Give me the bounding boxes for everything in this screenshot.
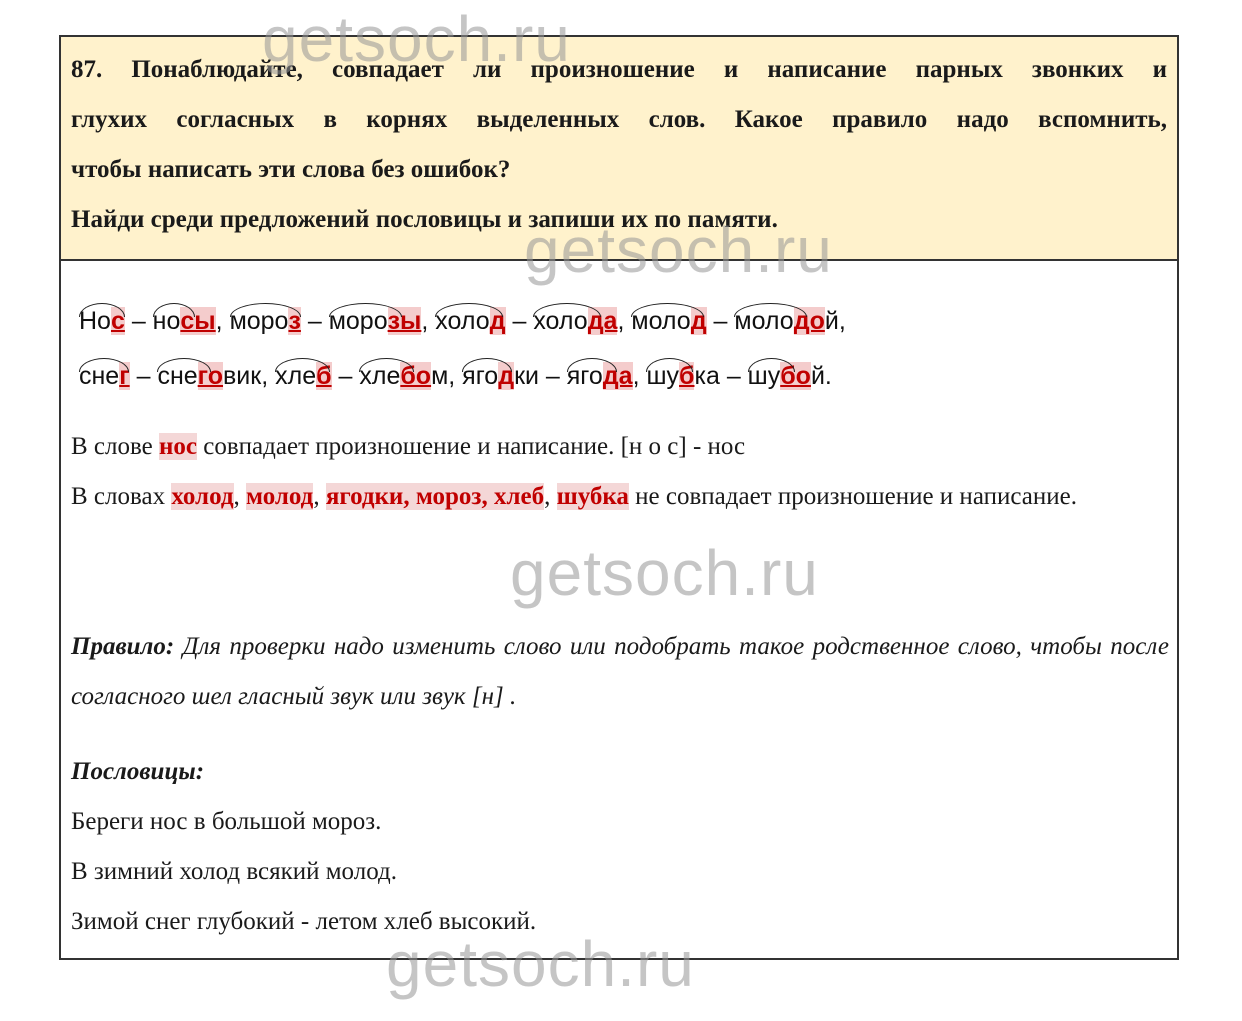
task-line-4: Найди среди предложений пословицы и запиши их по памяти. bbox=[71, 206, 778, 233]
root-arc bbox=[748, 358, 795, 372]
word-rest: й bbox=[810, 362, 825, 390]
word-ending-highlight: сы bbox=[180, 307, 216, 335]
word-ending-highlight: д bbox=[489, 307, 506, 335]
exercise-frame bbox=[59, 35, 1179, 960]
word-row2-5 bbox=[567, 362, 633, 391]
word-ending-highlight: г bbox=[119, 362, 130, 390]
word-separator: – bbox=[300, 307, 329, 335]
word-ending-highlight: б bbox=[679, 362, 695, 390]
text2-sep-2: , bbox=[313, 483, 326, 510]
word-ending-highlight: бо bbox=[780, 362, 811, 390]
word-ending-highlight: го bbox=[197, 362, 224, 390]
word-root: яго bbox=[566, 362, 603, 390]
word-root: шу bbox=[747, 362, 781, 390]
task-line-1: 87. Понаблюдайте, совпадает ли произношение и написание парных звонких и bbox=[71, 56, 1167, 83]
watermark-upper: getsoch.ru bbox=[524, 214, 833, 286]
word-separator: – bbox=[124, 307, 153, 335]
word-separator: , bbox=[448, 362, 463, 390]
word-ending-highlight: б bbox=[316, 362, 332, 390]
word-row1-2 bbox=[230, 307, 301, 336]
proverb-1: Береги нос в большой мороз. bbox=[71, 808, 382, 835]
root-arc bbox=[79, 303, 125, 317]
root-arc bbox=[153, 303, 195, 317]
root-arc bbox=[533, 303, 601, 317]
word-root: сне bbox=[157, 362, 198, 390]
watermark-bottom: getsoch.ru bbox=[386, 928, 695, 1000]
word-root: моло bbox=[631, 307, 691, 335]
word-root: но bbox=[152, 307, 181, 335]
proverbs-label: Пословицы: bbox=[71, 758, 205, 785]
rule-label: Правило: bbox=[71, 633, 175, 660]
word-separator: – bbox=[331, 362, 360, 390]
word-separator: – bbox=[505, 307, 534, 335]
proverbs-section bbox=[71, 747, 1169, 947]
word-root: холо bbox=[435, 307, 490, 335]
answer-paragraph-2 bbox=[71, 472, 1169, 522]
word-ending-highlight: д bbox=[498, 362, 515, 390]
proverb-2: В зимний холод всякий молод. bbox=[71, 858, 397, 885]
text1-before: В слове bbox=[71, 433, 160, 460]
word-ending-highlight: с bbox=[110, 307, 125, 335]
word-ending-highlight: д bbox=[690, 307, 707, 335]
word-rest: вик bbox=[223, 362, 262, 390]
word-separator: , bbox=[617, 307, 632, 335]
task-header bbox=[61, 37, 1177, 261]
highlight-word-nos: нос bbox=[159, 433, 198, 460]
word-separator: – bbox=[719, 362, 748, 390]
word-row1-4 bbox=[435, 307, 505, 336]
word-row2-1 bbox=[157, 362, 261, 391]
word-row2-2 bbox=[275, 362, 331, 391]
watermark-middle: getsoch.ru bbox=[510, 537, 819, 609]
root-arc bbox=[157, 358, 211, 372]
word-root: хле bbox=[275, 362, 317, 390]
highlight-word-molod: молод bbox=[246, 483, 314, 510]
highlight-word-shubka: шубка bbox=[556, 483, 629, 510]
word-separator: – bbox=[538, 362, 567, 390]
root-arc bbox=[631, 303, 704, 317]
root-arc bbox=[329, 303, 402, 317]
answer-paragraph-1 bbox=[71, 422, 1169, 472]
word-row1-3 bbox=[329, 307, 422, 336]
word-rest: й bbox=[824, 307, 839, 335]
root-arc bbox=[734, 303, 807, 317]
text2-after: не совпадает произношение и написание. bbox=[628, 483, 1077, 510]
word-ending-highlight: до bbox=[793, 307, 825, 335]
word-row2-3 bbox=[359, 362, 448, 391]
root-arc bbox=[359, 358, 414, 372]
word-separator: , bbox=[261, 362, 276, 390]
task-line-2: глухих согласных в корнях выделенных слов. Какое правило надо вспомнить, bbox=[71, 106, 1167, 133]
word-root: холо bbox=[533, 307, 588, 335]
word-separator: – bbox=[706, 307, 735, 335]
word-ending-highlight: зы bbox=[387, 307, 422, 335]
word-separator: , bbox=[421, 307, 436, 335]
word-separator: – bbox=[129, 362, 158, 390]
word-root: Но bbox=[79, 307, 111, 335]
word-ending-highlight: з bbox=[288, 307, 301, 335]
word-row1-5 bbox=[533, 307, 617, 336]
word-root: моро bbox=[328, 307, 388, 335]
word-row2-7 bbox=[748, 362, 825, 391]
word-rest: м bbox=[431, 362, 449, 390]
word-row1-6 bbox=[631, 307, 706, 336]
word-row2-4 bbox=[462, 362, 539, 391]
word-separator: , bbox=[215, 307, 230, 335]
root-arc bbox=[79, 358, 129, 372]
root-arc bbox=[435, 303, 503, 317]
word-separator: . bbox=[824, 362, 832, 390]
word-rest: ка bbox=[694, 362, 720, 390]
word-rest: ки bbox=[514, 362, 539, 390]
word-row-1 bbox=[79, 307, 1159, 336]
root-arc bbox=[646, 358, 693, 372]
root-arc bbox=[230, 303, 301, 317]
root-arc bbox=[567, 358, 617, 372]
text1-after: совпадает произношение и написание. [н о с] - нос bbox=[197, 433, 746, 460]
word-root: хле bbox=[359, 362, 401, 390]
word-root: шу bbox=[646, 362, 680, 390]
word-row2-6 bbox=[646, 362, 719, 391]
highlight-word-holod: холод bbox=[171, 483, 234, 510]
word-root: яго bbox=[462, 362, 499, 390]
word-separator: , bbox=[838, 307, 846, 335]
proverb-3: Зимой снег глубокий - летом хлеб высокий. bbox=[71, 908, 537, 935]
text2-before: В словах bbox=[71, 483, 172, 510]
word-row1-7 bbox=[734, 307, 838, 336]
word-ending-highlight: бо bbox=[400, 362, 432, 390]
word-ending-highlight: да bbox=[602, 362, 633, 390]
word-ending-highlight: да bbox=[587, 307, 618, 335]
word-separator: , bbox=[632, 362, 647, 390]
word-root: сне bbox=[79, 362, 120, 390]
word-root: моро bbox=[229, 307, 289, 335]
rule-text: Для проверки надо изменить слово или подобрать такое родственное слово, чтобы после согласного шел гласный звук или звук [н] . bbox=[71, 633, 1169, 710]
task-line-3: чтобы написать эти слова без ошибок? bbox=[71, 156, 511, 183]
word-row-2 bbox=[79, 362, 1159, 391]
word-row1-0 bbox=[79, 307, 125, 336]
rule-paragraph bbox=[71, 622, 1169, 722]
word-root: моло bbox=[734, 307, 794, 335]
root-arc bbox=[462, 358, 512, 372]
root-arc bbox=[275, 358, 330, 372]
watermark-top: getsoch.ru bbox=[262, 3, 571, 75]
word-row1-1 bbox=[153, 307, 216, 336]
text2-sep-3: , bbox=[544, 483, 557, 510]
word-row2-0 bbox=[79, 362, 130, 391]
text2-sep-1: , bbox=[233, 483, 246, 510]
highlight-words-group: ягодки, мороз, хлеб bbox=[325, 483, 545, 510]
